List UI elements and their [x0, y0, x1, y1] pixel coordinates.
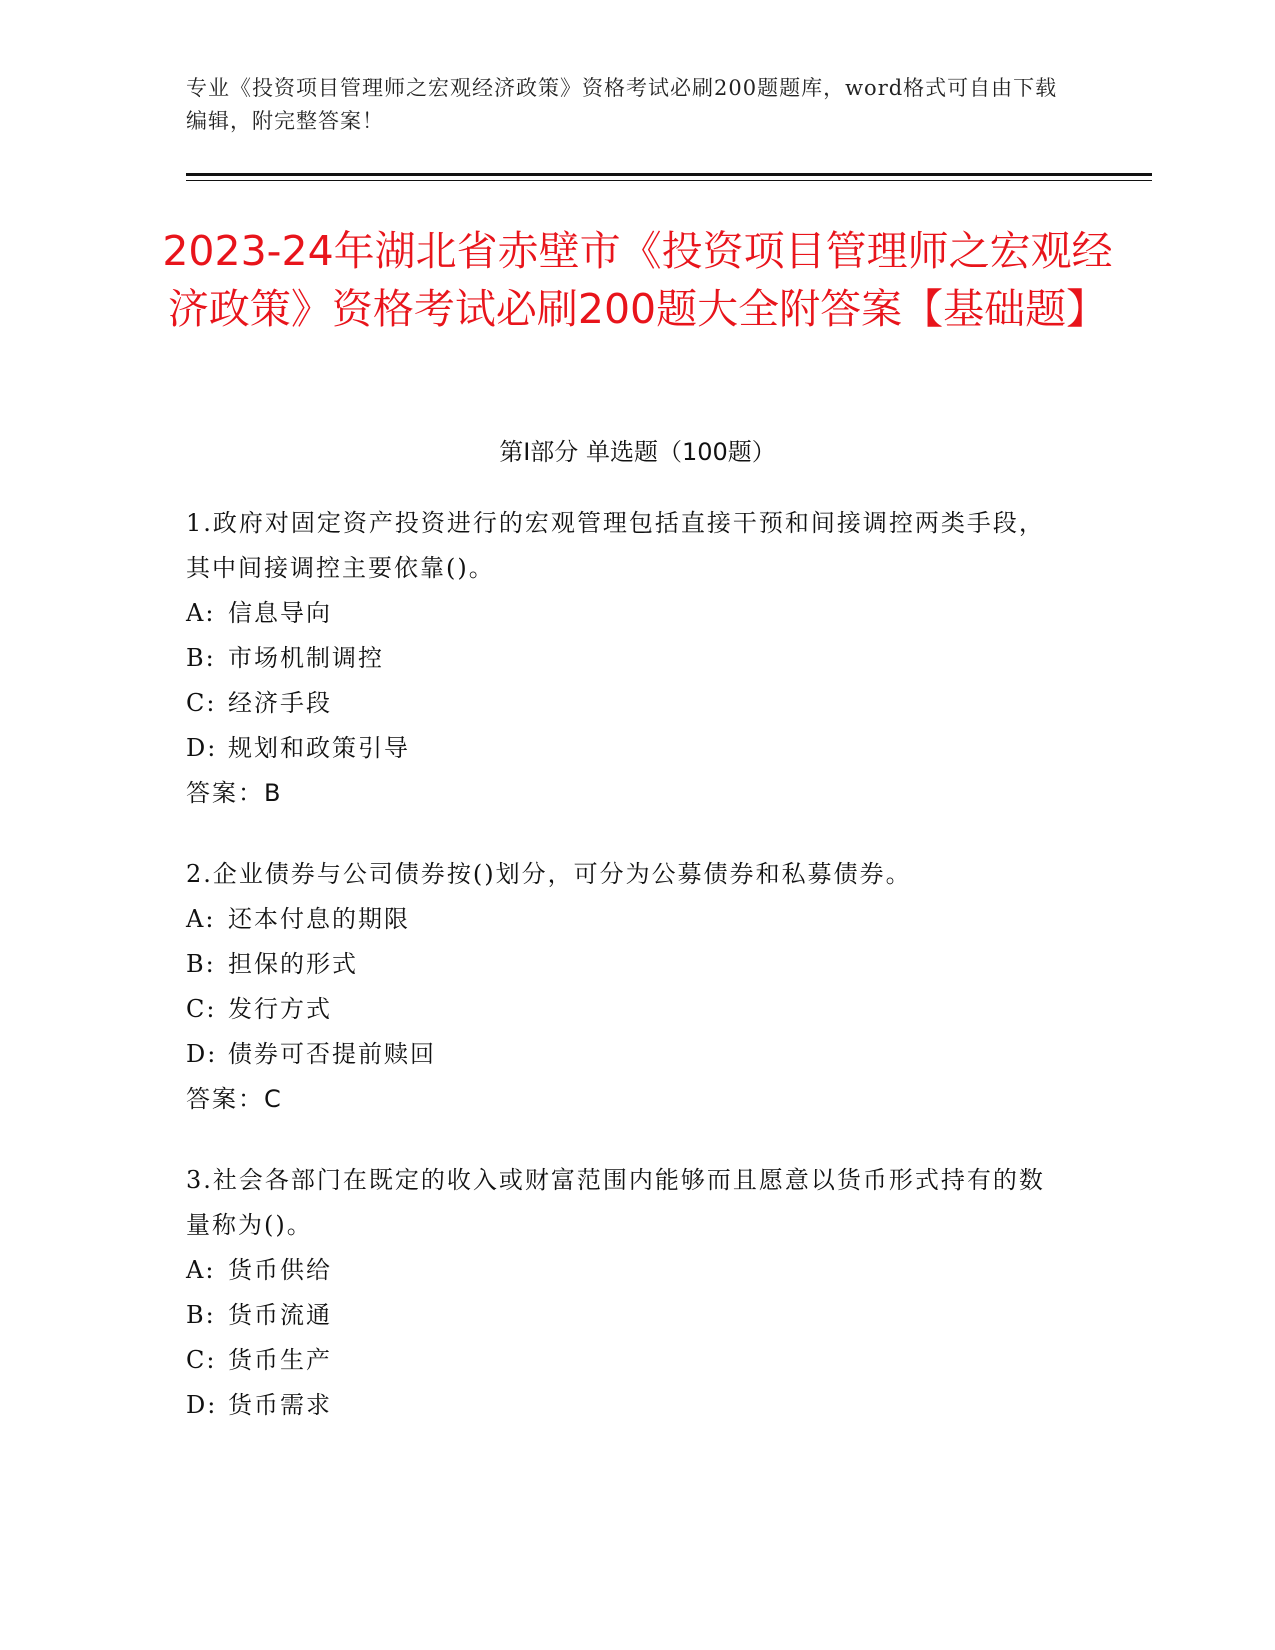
option-letter: A:	[186, 1256, 216, 1284]
option-text: 经济手段	[228, 689, 332, 717]
option-text: 规划和政策引导	[228, 734, 410, 762]
option-d	[186, 1383, 1066, 1428]
header-rule-thick	[186, 173, 1152, 176]
option-c	[186, 987, 1066, 1032]
answer: 答案：B	[186, 779, 283, 807]
option-letter: B:	[186, 1301, 216, 1329]
option-text: 货币供给	[228, 1256, 332, 1284]
header-note: 专业《投资项目管理师之宏观经济政策》资格考试必刷200题题库，word格式可自由下载编辑，附完整答案！	[186, 76, 1058, 133]
section-heading: 第Ⅰ部分 单选题（100题）	[499, 438, 776, 466]
option-b	[186, 1293, 1066, 1338]
option-text: 担保的形式	[228, 950, 358, 978]
option-text: 市场机制调控	[228, 644, 384, 672]
question-stem: 1.政府对固定资产投资进行的宏观管理包括直接干预和间接调控两类手段，其中间接调控主要依靠()。	[186, 509, 1045, 582]
option-c	[186, 1338, 1066, 1383]
question-2	[186, 852, 1066, 1122]
answer: 答案：C	[186, 1085, 283, 1113]
option-a	[186, 1248, 1066, 1293]
option-letter: C:	[186, 689, 217, 717]
question-1	[186, 501, 1066, 816]
option-b	[186, 636, 1066, 681]
question-stem: 2.企业债券与公司债券按()划分，可分为公募债券和私募债券。	[186, 860, 912, 888]
question-3	[186, 1158, 1066, 1428]
option-b	[186, 942, 1066, 987]
option-letter: C:	[186, 995, 217, 1023]
option-letter: D:	[186, 734, 218, 762]
document-title: 2023-24年湖北省赤壁市《投资项目管理师之宏观经济政策》资格考试必刷200题大全附答案【基础题】	[162, 227, 1113, 333]
option-letter: D:	[186, 1040, 218, 1068]
option-letter: A:	[186, 905, 216, 933]
option-text: 信息导向	[228, 599, 332, 627]
option-letter: C:	[186, 1346, 217, 1374]
option-letter: B:	[186, 950, 216, 978]
option-a	[186, 591, 1066, 636]
header-rule-thin	[186, 180, 1152, 181]
option-d	[186, 1032, 1066, 1077]
option-text: 货币生产	[228, 1346, 332, 1374]
option-d	[186, 726, 1066, 771]
option-letter: D:	[186, 1391, 218, 1419]
option-text: 发行方式	[228, 995, 332, 1023]
question-stem: 3.社会各部门在既定的收入或财富范围内能够而且愿意以货币形式持有的数量称为()。	[186, 1166, 1045, 1239]
option-text: 债券可否提前赎回	[228, 1040, 436, 1068]
option-letter: A:	[186, 599, 216, 627]
option-text: 还本付息的期限	[228, 905, 410, 933]
option-a	[186, 897, 1066, 942]
option-c	[186, 681, 1066, 726]
option-text: 货币需求	[228, 1391, 332, 1419]
option-text: 货币流通	[228, 1301, 332, 1329]
option-letter: B:	[186, 644, 216, 672]
